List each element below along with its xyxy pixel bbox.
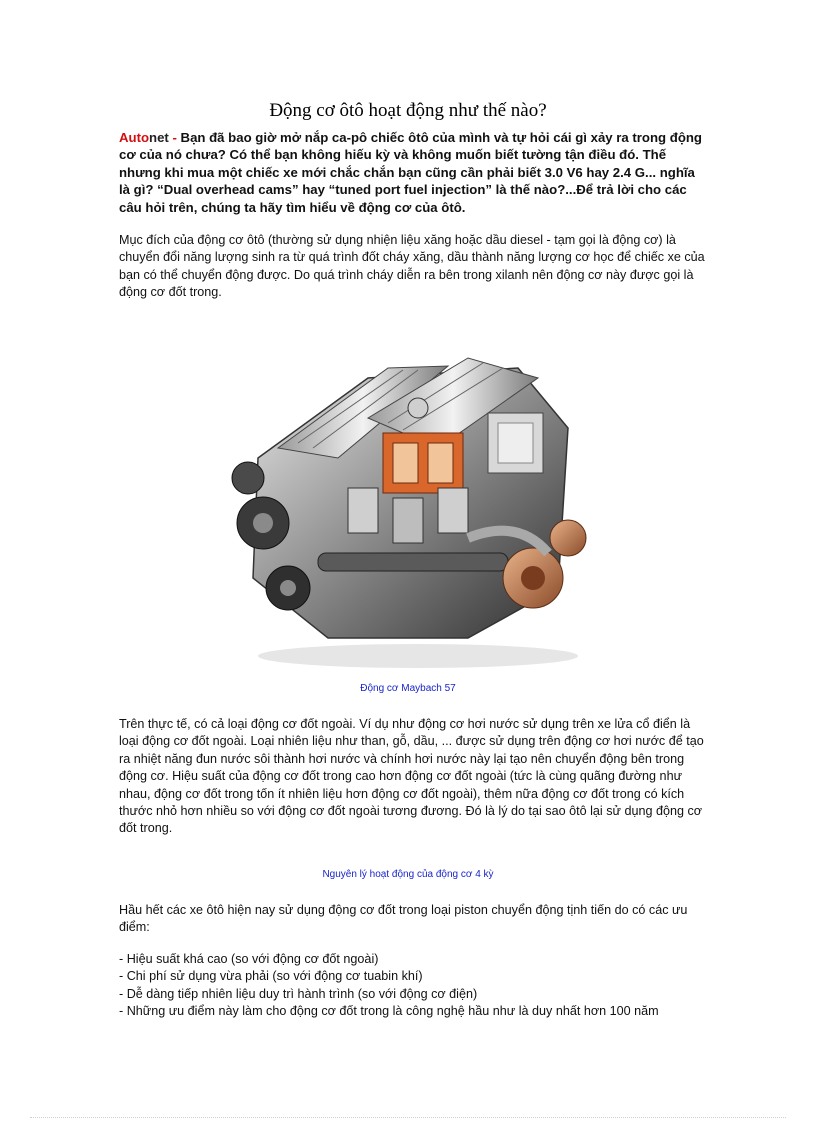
lead-text: Bạn đã bao giờ mở nắp ca-pô chiếc ôtô của mình và tự hỏi cái gì xảy ra trong động cơ của nó chưa? Có thể bạn không hiếu kỳ và không muốn biết tường tận điều đó. Thế nhưng khi mua một chiếc xe mới chắc chắn bạn cũng cần phải biết 3.0 V6 hay 2.4 G... nghĩa là gì? “Dual overhead cams” hay “tuned port fuel injection” là thế nào?...Để trả lời cho các câu hỏi trên, chúng ta hãy tìm hiểu về động cơ của ôtô. bbox=[119, 130, 702, 215]
list-item: - Hiệu suất khá cao (so với động cơ đốt ngoài) bbox=[119, 952, 379, 966]
paragraph-external-combustion: Trên thực tế, có cả loại động cơ đốt ngoài. Ví dụ như động cơ hơi nước sử dụng trên xe lửa cổ điển là loại động cơ đốt ngoài. Loại nhiên liệu như than, gỗ, dầu, ... được sử dụng trên động cơ hơi nước để tạo ra nhiệt năng đun nước sôi thành hơi nước và chính hơi nước này lại tạo nên chuyển động bên trong động cơ. Hiệu suất của động cơ đốt trong cao hơn động cơ đốt ngoài (tức là cùng quãng đường như nhau, động cơ đốt trong tốn ít nhiên liệu hơn động cơ đốt ngoài), thêm nữa động cơ đốt trong có kích thước nhỏ hơn nhiều so với động cơ đốt ngoài tương đương. Đó là lý do tại sao ôtô lại sử dụng động cơ đốt trong. bbox=[119, 717, 704, 836]
figure-caption: Động cơ Maybach 57 bbox=[360, 683, 456, 694]
page-bottom-divider bbox=[30, 1117, 786, 1118]
list-item: - Dễ dàng tiếp nhiên liệu duy trì hành trình (so với động cơ điện) bbox=[119, 986, 478, 1001]
autonet-logo: Autonet bbox=[119, 130, 169, 145]
engine-image bbox=[218, 338, 600, 670]
advantages-list bbox=[119, 951, 709, 1021]
paragraph-purpose: Mục đích của động cơ ôtô (thường sử dụng nhiện liệu xăng hoặc dầu diesel - tạm gọi là động cơ) là chuyển đổi năng lượng sinh ra từ quá trình đốt cháy xăng, dầu thành năng lượng cơ học để chiếc xe của bạn có thể chuyển động được. Do quá trình cháy diễn ra bên trong xilanh nên động cơ này được gọi là động cơ đốt trong. bbox=[119, 233, 705, 300]
paragraph-advantages-intro: Hầu hết các xe ôtô hiện nay sử dụng động cơ đốt trong loại piston chuyển động tịnh tiến do có các ưu điểm: bbox=[119, 903, 688, 935]
list-item: - Chi phí sử dụng vừa phải (so với động cơ tuabin khí) bbox=[119, 969, 423, 984]
article-lead bbox=[119, 129, 709, 216]
list-item: - Những ưu điểm này làm cho động cơ đốt trong là công nghệ hầu như là duy nhất hơn 100 năm bbox=[119, 1004, 659, 1019]
article-title: Động cơ ôtô hoạt động như thế nào? bbox=[269, 100, 547, 121]
section-caption: Nguyên lý hoạt động của động cơ 4 kỳ bbox=[322, 869, 494, 880]
lead-dash: - bbox=[168, 130, 181, 145]
